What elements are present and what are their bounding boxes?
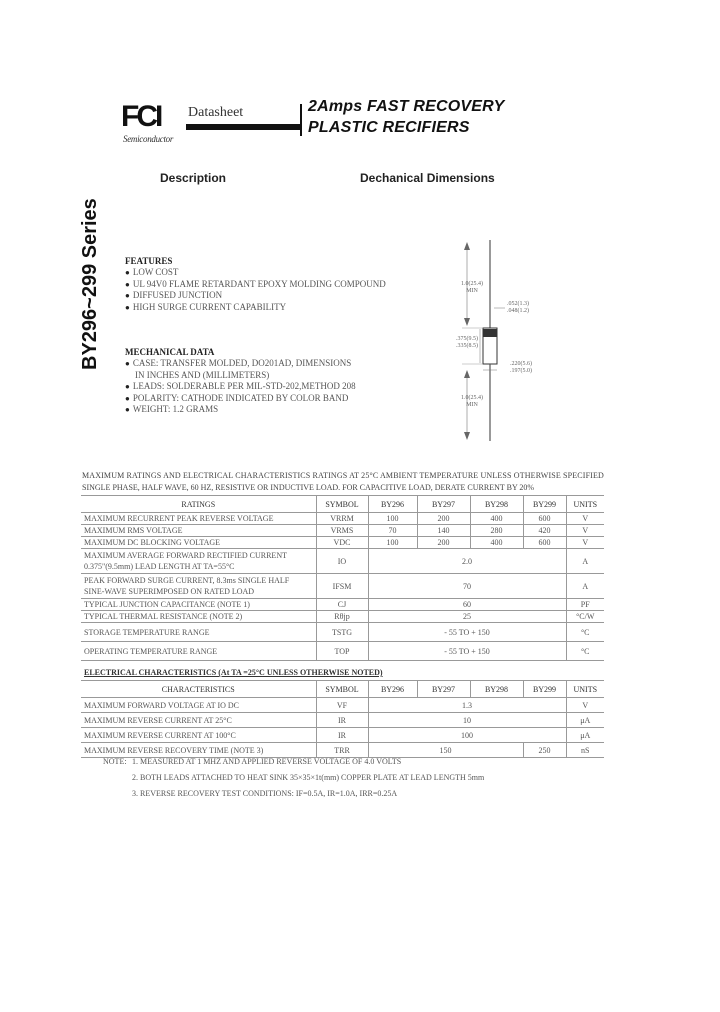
mechanical-item: ● WEIGHT: 1.2 GRAMS [125,404,425,416]
dim-body-length: .375(9.5) .335(8.5) [456,336,478,349]
header-divider [300,104,302,136]
logo-text: FCI [121,100,161,133]
table-row: TYPICAL THERMAL RESISTANCE (NOTE 2) Rθjp 25 °C/W [81,611,604,623]
table-row: MAXIMUM RMS VOLTAGE VRMS 70 140 280 420 V [81,525,604,537]
table-row: MAXIMUM REVERSE CURRENT AT 25°C IR 10 μA [81,713,604,728]
feature-item: ● UL 94V0 FLAME RETARDANT EPOXY MOLDING COMPOUND [125,279,425,291]
table-row: MAXIMUM AVERAGE FORWARD RECTIFIED CURRENT 0.375"(9.5mm) LEAD LENGTH AT TA=55°C IO 2.0 A [81,549,604,574]
dim-lead-top: 1.0(25.4) MIN [461,281,483,294]
feature-item: ● DIFFUSED JUNCTION [125,290,425,302]
cathode-band [483,329,497,337]
table-row: OPERATING TEMPERATURE RANGE TOP - 55 TO + 150 °C [81,642,604,661]
table-row: TYPICAL JUNCTION CAPACITANCE (NOTE 1) CJ 60 PF [81,599,604,611]
series-label: BY296~299 Series [79,198,101,370]
dim-lead-bottom: 1.0(25.4) MIN [461,395,483,408]
mechanical-block [125,347,425,416]
table-row: MAXIMUM RECURRENT PEAK REVERSE VOLTAGE VRRM 100 200 400 600 V [81,513,604,525]
feature-item: ● HIGH SURGE CURRENT CAPABILITY [125,302,425,314]
page-title-line2: PLASTIC RECIFIERS [308,119,470,136]
table-row: MAXIMUM REVERSE RECOVERY TIME (NOTE 3) TRR 150 250 nS [81,743,604,758]
ratings-intro: MAXIMUM RATINGS AND ELECTRICAL CHARACTERISTICS RATINGS AT 25°C AMBIENT TEMPERATURE UNLESS OTHERWISE SPECIFIED SINGLE PHASE, HALF WAVE, 60 HZ, RESISTIVE OR INDUCTIVE LOAD. FOR CAPACITIVE LOAD, DERATE CURRENT BY 20% [82,471,604,492]
notes-label: NOTE: [103,757,127,766]
mechanical-item: ● POLARITY: CATHODE INDICATED BY COLOR BAND [125,393,425,405]
table-header: CHARACTERISTICS SYMBOL BY296 BY297 BY298 BY299 UNITS [81,681,604,698]
feature-item: ● LOW COST [125,267,425,279]
company-logo [121,100,179,146]
datasheet-label: Datasheet [188,105,244,120]
table-row: MAXIMUM FORWARD VOLTAGE AT IO DC VF 1.3 V [81,698,604,713]
elec-table [81,680,604,758]
table-row: STORAGE TEMPERATURE RANGE TSTG - 55 TO + 150 °C [81,623,604,642]
table-row: PEAK FORWARD SURGE CURRENT, 8.3ms SINGLE HALF SINE-WAVE SUPERIMPOSED ON RATED LOAD IFSM 70 A [81,574,604,599]
dim-lead-dia: .052(1.3) .048(1.2) [507,301,529,314]
ratings-table [81,495,604,661]
description-heading: Description [160,171,227,185]
note-item: 2. BOTH LEADS ATTACHED TO HEAT SINK 35×35×1t(mm) COPPER PLATE AT LEAD LENGTH 5mm [132,773,485,782]
mechanical-item-cont: IN INCHES AND (MILLIMETERS) [135,369,270,380]
mechanical-title: MECHANICAL DATA [125,347,215,357]
elec-title: ELECTRICAL CHARACTERISTICS (At TA =25°C UNLESS OTHERWISE NOTED) [84,668,383,677]
notes-list [132,754,602,802]
table-row: MAXIMUM DC BLOCKING VOLTAGE VDC 100 200 400 600 V [81,537,604,549]
page-title-line1: 2Amps FAST RECOVERY [308,98,505,115]
mechanical-item: ● LEADS: SOLDERABLE PER MIL-STD-202,METHOD 208 [125,381,425,393]
note-item: 1. MEASURED AT 1 MHZ AND APPLIED REVERSE VOLTAGE OF 4.0 VOLTS [132,757,402,766]
features-block [125,256,425,313]
features-title: FEATURES [125,256,173,266]
note-item: 3. REVERSE RECOVERY TEST CONDITIONS: IF=0.5A, IR=1.0A, IRR=0.25A [132,789,398,798]
table-row: MAXIMUM REVERSE CURRENT AT 100°C IR 100 μA [81,728,604,743]
mechanical-item: ● CASE: TRANSFER MOLDED, DO201AD, DIMENSIONS [125,358,425,370]
dim-body-dia: .220(5.6) .197(5.0) [510,361,532,374]
logo-subtitle: Semiconductor [123,134,174,144]
header-rule [186,124,301,130]
dimensions-heading: Dechanical Dimensions [360,171,495,185]
table-header: RATINGS SYMBOL BY296 BY297 BY298 BY299 UNITS [81,496,604,513]
